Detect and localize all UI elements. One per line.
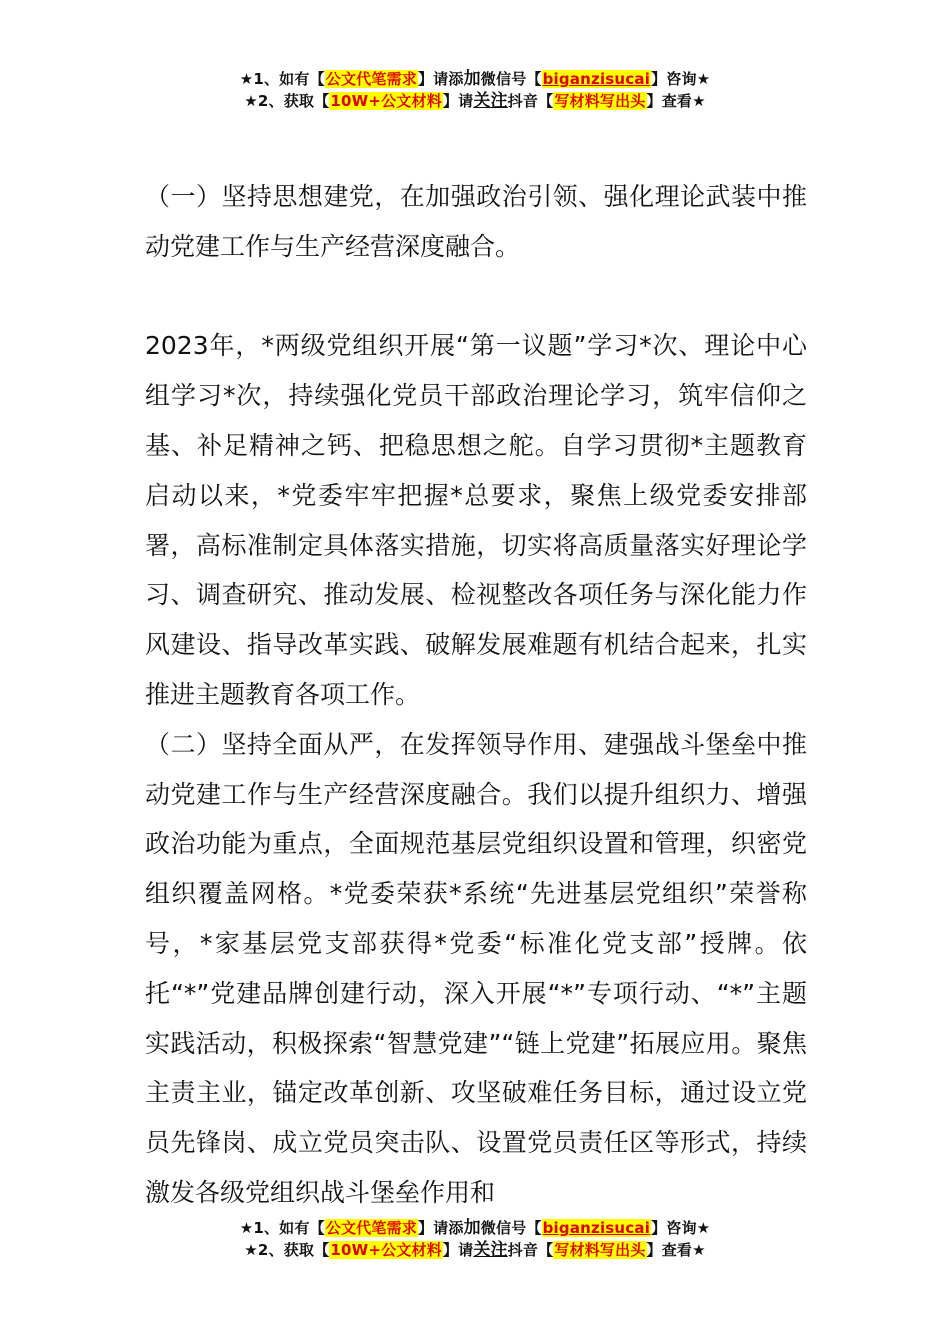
footer-banner <box>0 1217 950 1261</box>
banner-line-1: ★1、如有【公文代笔需求】请添加微信号【biganzisucai】咨询★ <box>239 1218 711 1238</box>
banner-highlight: 10W+公文材料 <box>330 1241 442 1259</box>
wechat-id: biganzisucai <box>542 1219 651 1237</box>
paragraph-1: 2023年，*两级党组织开展“第一议题”学习*次、理论中心组学习*次，持续强化党员干部政治理论学习，筑牢信仰之基、补足精神之钙、把稳思想之舵。自学习贯彻*主题教育启动以来，*党委牢牢把握*总要求，聚焦上级党委安排部署，高标准制定具体落实措施，切实将高质量落实好理论学习、调查研究、推动发展、检视整改各项任务与深化能力作风建设、指导改革实践、破解发展难题有机结合起来，扎实推进主题教育各项工作。 <box>145 331 807 709</box>
douyin-id: 写材料写出头 <box>554 92 646 110</box>
banner-highlight: 10W+公文材料 <box>330 92 442 110</box>
banner-line-1: ★1、如有【公文代笔需求】请添加微信号【biganzisucai】咨询★ <box>239 69 711 89</box>
banner-line-2: ★2、获取【10W+公文材料】请关注抖音【写材料写出头】查看★ <box>244 1240 706 1260</box>
banner-highlight: 公文代笔需求 <box>325 70 417 88</box>
wechat-id: biganzisucai <box>542 70 651 88</box>
banner-line-2: ★2、获取【10W+公文材料】请关注抖音【写材料写出头】查看★ <box>244 91 706 111</box>
header-banner <box>0 68 950 112</box>
paragraph-2: （二）坚持全面从严，在发挥领导作用、建强战斗堡垒中推动党建工作与生产经营深度融合。我们以提升组织力、增强政治功能为重点，全面规范基层党组织设置和管理，织密党组织覆盖网格。*党委荣获*系统“先进基层党组织”荣誉称号，*家基层党支部获得*党委“标准化党支部”授牌。依托“*”党建品牌创建行动，深入开展“*”专项行动、“*”主题实践活动，积极探索“智慧党建”“链上党建”拓展应用。聚焦主责主业，锚定改革创新、攻坚破难任务目标，通过设立党员先锋岗、成立党员突击队、设置党员责任区等形式，持续激发各级党组织战斗堡垒作用和 <box>145 729 807 1207</box>
document-body <box>145 172 807 1218</box>
douyin-id: 写材料写出头 <box>554 1241 646 1259</box>
banner-highlight: 公文代笔需求 <box>325 1219 417 1237</box>
section-heading-1: （一）坚持思想建党，在加强政治引领、强化理论武装中推动党建工作与生产经营深度融合。 <box>145 182 807 261</box>
blank-line <box>145 272 807 322</box>
